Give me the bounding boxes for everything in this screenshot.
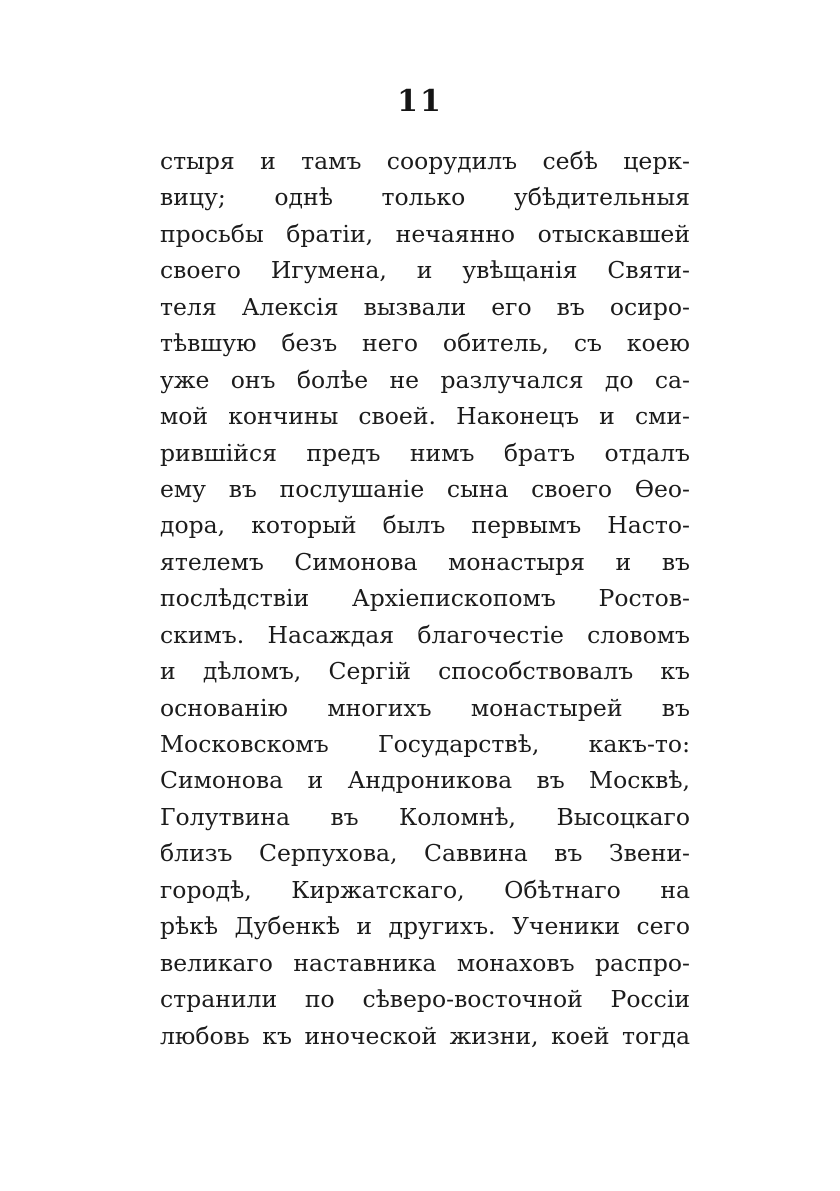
text-line: уже онъ болѣе не разлучался до са- xyxy=(160,365,690,394)
text-line: послѣдствіи Архіепископомъ Ростов- xyxy=(160,584,690,613)
text-line: Симонова и Андроникова въ Москвѣ, xyxy=(160,766,690,795)
text-line: ятелемъ Симонова монастыря и въ xyxy=(160,547,690,576)
text-line: близъ Серпухова, Саввина въ Звени- xyxy=(160,839,690,868)
text-line: городѣ, Киржатскаго, Обѣтнаго на xyxy=(160,875,690,904)
page-text-body xyxy=(160,143,690,1054)
text-line: вицу; однѣ только убѣдительныя xyxy=(160,183,690,212)
text-line: великаго наставника монаховъ распро- xyxy=(160,948,690,977)
text-line: скимъ. Насаждая благочестіе словомъ xyxy=(160,620,690,649)
text-line: мой кончины своей. Наконецъ и сми- xyxy=(160,402,690,431)
text-line: тѣвшую безъ него обитель, съ коею xyxy=(160,329,690,358)
text-line: и дѣломъ, Сергій способствовалъ къ xyxy=(160,657,690,686)
text-line: Голутвина въ Коломнѣ, Высоцкаго xyxy=(160,802,690,831)
text-line: Московскомъ Государствѣ, какъ-то: xyxy=(160,730,690,758)
text-line: странили по сѣверо-восточной Россіи xyxy=(160,985,690,1014)
text-line: своего Игумена, и увѣщанія Святи- xyxy=(160,256,690,285)
text-line: ему въ послушаніе сына своего Ѳео- xyxy=(160,474,690,503)
text-line: рившійся предъ нимъ братъ отдалъ xyxy=(160,438,690,467)
text-line: рѣкѣ Дубенкѣ и другихъ. Ученики сего xyxy=(160,912,690,941)
text-line: любовь къ иноческой жизни, коей тогда xyxy=(160,1021,690,1050)
text-line: стыря и тамъ соорудилъ себѣ церк- xyxy=(160,147,690,175)
text-line: дора, который былъ первымъ Насто- xyxy=(160,511,690,540)
text-line: теля Алексія вызвали его въ осиро- xyxy=(160,292,690,321)
text-line: просьбы братіи, нечаянно отыскавшей xyxy=(160,219,690,248)
text-line: основанію многихъ монастырей въ xyxy=(160,693,690,722)
page-number: 11 xyxy=(397,84,443,119)
